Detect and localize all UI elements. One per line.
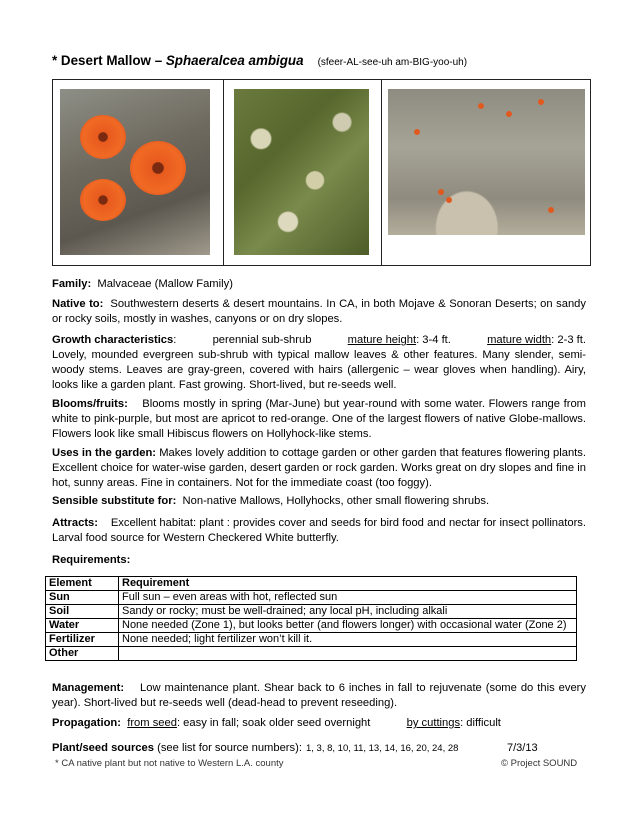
native-label: Native to: — [52, 298, 104, 310]
sources-line — [52, 742, 458, 754]
attracts-text: Excellent habitat: plant : provides cover and seeds for bird food and nectar for insect pollinators. Larval food source for Western Checkered White butterfly. — [52, 517, 587, 544]
copyright: © Project SOUND — [501, 758, 578, 769]
source-numbers: 1, 3, 8, 10, 11, 13, 14, 16, 20, 24, 28 — [305, 743, 459, 754]
row-requirement — [119, 647, 577, 661]
sources-label: Plant/seed sources — [52, 742, 154, 754]
row-requirement: Sandy or rocky; must be well-drained; any local pH, including alkali — [119, 605, 577, 619]
growth-type: perennial sub-shrub — [212, 334, 312, 346]
family-section — [52, 277, 586, 292]
sources-note: (see list for source numbers): — [153, 742, 302, 754]
photo-strip — [52, 79, 591, 266]
propagation-section — [52, 716, 586, 731]
propagation-label: Propagation: — [52, 717, 121, 729]
flower — [414, 129, 420, 135]
uses-section — [52, 446, 586, 491]
title-dash: – — [150, 53, 166, 68]
attracts-section — [52, 516, 586, 546]
requirements-label: Requirements: — [52, 554, 131, 566]
photo-divider — [381, 80, 382, 265]
requirements-table — [45, 576, 577, 661]
table-row — [46, 647, 577, 661]
table-row — [46, 591, 577, 605]
family-label: Family: — [52, 278, 92, 290]
row-requirement: None needed (Zone 1), but looks better (and flowers longer) with occasional water (Zone 2) — [119, 619, 577, 633]
pronunciation: (sfeer-AL-see-uh am-BIG-yoo-uh) — [317, 57, 468, 68]
header-element: Element — [46, 577, 119, 591]
uses-label: Uses in the garden: — [52, 447, 157, 459]
native-text: Southwestern deserts & desert mountains. In CA, in both Mojave & Sonoran Deserts; on sandy or rocky soils, mostly in washes, canyons or on dry slopes. — [52, 298, 586, 325]
row-requirement: Full sun – even areas with hot, reflected sun — [119, 591, 577, 605]
width-value: : 2-3 ft. — [551, 334, 586, 346]
height-value: : 3-4 ft. — [416, 334, 451, 346]
shrub-photo — [388, 89, 585, 235]
table-row — [46, 605, 577, 619]
width-label: mature width — [487, 334, 552, 346]
row-element: Sun — [46, 591, 119, 605]
flower — [130, 141, 186, 195]
cuttings-label: by cuttings — [406, 717, 461, 729]
flower — [538, 99, 544, 105]
row-element: Other — [46, 647, 119, 661]
blooms-label: Blooms/fruits: — [52, 398, 128, 410]
flower — [80, 179, 126, 221]
flower — [506, 111, 512, 117]
flower-closeup-photo — [60, 89, 210, 255]
row-requirement: None needed; light fertilizer won’t kill it. — [119, 633, 577, 647]
header-requirement: Requirement — [119, 577, 577, 591]
cuttings-text: : difficult — [460, 717, 501, 729]
row-element: Soil — [46, 605, 119, 619]
seed-label: from seed — [127, 717, 177, 729]
foliage-photo — [234, 89, 369, 255]
substitute-text: Non-native Mallows, Hollyhocks, other small flowering shrubs. — [182, 495, 490, 507]
growth-section — [52, 333, 586, 393]
table-row — [46, 633, 577, 647]
page-title — [52, 53, 467, 68]
row-element: Fertilizer — [46, 633, 119, 647]
attracts-label: Attracts: — [52, 517, 99, 529]
photo-divider — [223, 80, 224, 265]
native-section — [52, 297, 586, 327]
row-element: Water — [46, 619, 119, 633]
management-section — [52, 681, 586, 711]
management-text: Low maintenance plant. Shear back to 6 inches in fall to rejuvenate (some do this every year). Short-lived but re-seeds well (dead-head to prevent reseeding). — [52, 682, 586, 709]
seed-text: : easy in fall; soak older seed overnight — [176, 717, 371, 729]
uses-text: Makes lovely addition to cottage garden or other garden that features flowering plants. Excellent choice for water-wise garden, desert garden or rock garden. Works great on dry slopes and fine in hot, sunny areas. Fine in containers. Not for the immediate coast (too foggy). — [52, 447, 586, 489]
flower — [548, 207, 554, 213]
substitute-section — [52, 494, 586, 509]
substitute-label: Sensible substitute for: — [52, 495, 177, 507]
growth-label: Growth characteristics — [52, 334, 174, 346]
flower — [446, 197, 452, 203]
growth-colon: : — [173, 334, 177, 346]
flower — [80, 115, 126, 159]
common-name: * Desert Mallow — [52, 53, 151, 68]
blooms-section — [52, 397, 586, 442]
footnote: * CA native plant but not native to Western L.A. county — [55, 758, 284, 769]
flower — [478, 103, 484, 109]
growth-text: Lovely, mounded evergreen sub-shrub with typical mallow leaves & other features. Many slender, semi-woody stems. Leaves are gray-green, covered with hairs (allergenic – wear gloves when handling). Airy, looks like a garden plant. Fast growing. Short-lived, but re-seeds well. — [52, 349, 586, 391]
height-label: mature height — [347, 334, 417, 346]
blooms-text: Blooms mostly in spring (Mar-June) but year-round with some water. Flowers range from white to pink-purple, but most are apricot to red-orange. One of the largest flowers of native Globe-mallows. Flowers look like small Hibiscus flowers on Hollyhock-like stems. — [52, 398, 586, 440]
table-header-row — [46, 577, 577, 591]
flower — [438, 189, 444, 195]
requirements-heading — [52, 553, 586, 568]
management-label: Management: — [52, 682, 125, 694]
table-row — [46, 619, 577, 633]
family-text: Malvaceae (Mallow Family) — [97, 278, 233, 290]
scientific-name: Sphaeralcea ambigua — [165, 53, 304, 68]
revision-date: 7/3/13 — [507, 742, 538, 754]
